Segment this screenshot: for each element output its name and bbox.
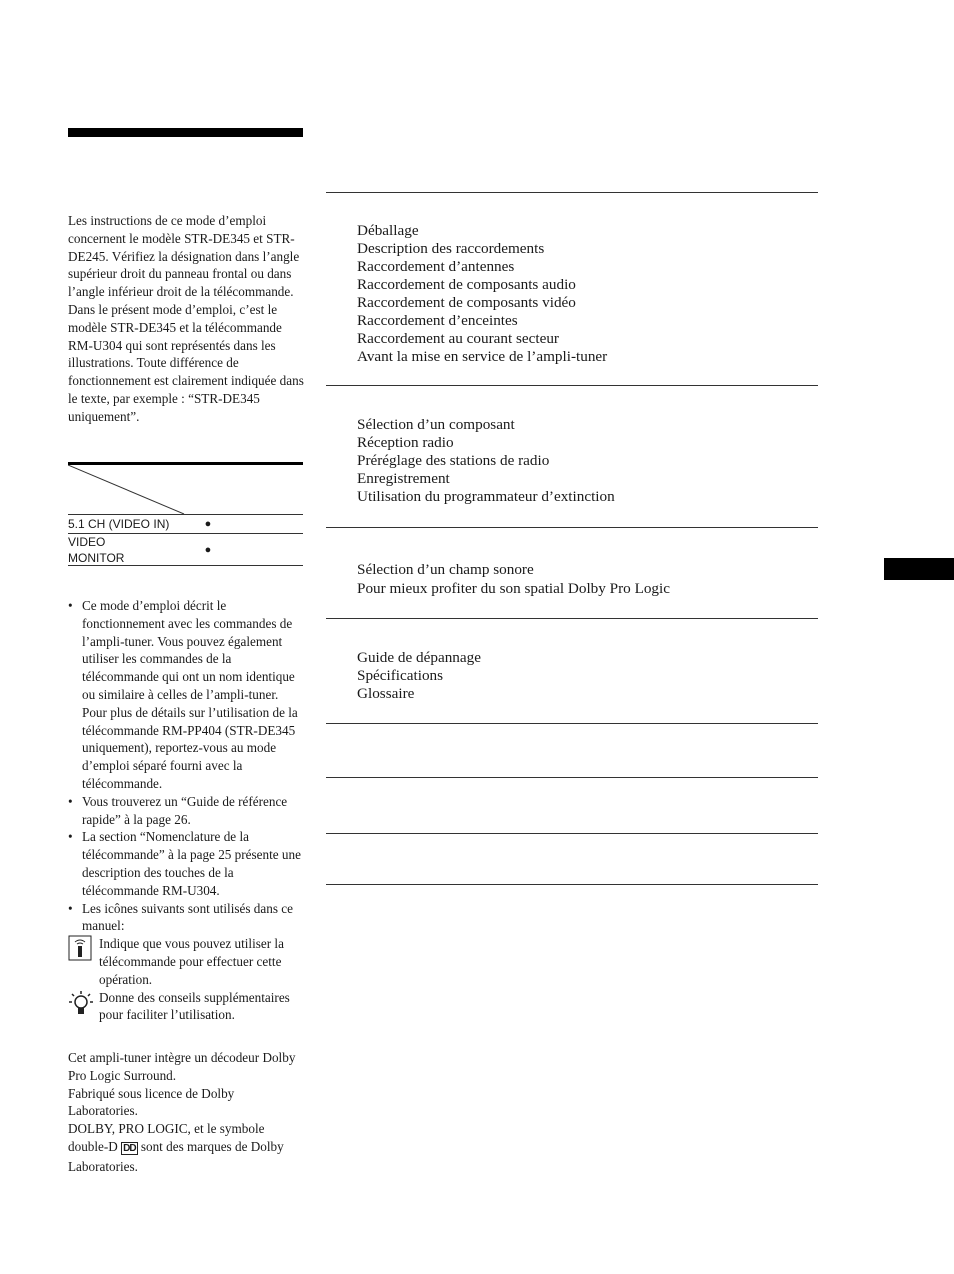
icon-legend-text: Indique que vous pouvez utiliser la télécommande pour effectuer cette opération.	[99, 936, 284, 987]
table-header-diagonal	[68, 465, 303, 514]
toc-entry[interactable]: Description des raccordements	[357, 240, 545, 257]
toc-entry[interactable]: Enregistrement	[357, 470, 450, 487]
table-row	[68, 514, 303, 533]
row-label-line1: VIDEO	[68, 534, 106, 549]
toc-entry[interactable]: Guide de dépannage	[357, 649, 481, 666]
icon-legend-tip	[68, 989, 304, 1025]
toc-section-4	[357, 649, 481, 703]
toc-divider	[326, 192, 818, 193]
bullet-text: Ce mode d’emploi décrit le fonctionnement avec les commandes de l’ampli-tuner. Vous pouvez également utiliser les commandes de la télécommande qui ont un nom identique ou similaire à celles de l’ampli-tuner. Pour plus de détails sur l’utilisation de la télécommande RM-PP404 (STR-DE345 uniquement), reportez-vous au mode d’emploi séparé fourni avec la télécommande.	[82, 598, 298, 791]
double-d-symbol: DD	[123, 1142, 136, 1154]
bullet-text: Vous trouverez un “Guide de référence rapide” à la page 26.	[82, 793, 288, 827]
toc-divider	[326, 385, 818, 386]
toc-entry[interactable]: Glossaire	[357, 685, 415, 702]
toc-divider	[326, 618, 818, 619]
dolby-text: sont des marques de Dolby Laboratories.	[68, 1138, 284, 1174]
icon-legend-text: Donne des conseils supplémentaires pour faciliter l’utilisation.	[99, 989, 290, 1023]
diagonal-line	[68, 465, 303, 514]
toc-entry[interactable]: Raccordement de composants audio	[357, 276, 576, 293]
toc-entry[interactable]: Pour mieux profiter du son spatial Dolby Pro Logic	[357, 580, 670, 597]
row-label-line2: MONITOR	[68, 550, 125, 565]
bullet-mark: •	[68, 900, 73, 916]
list-item	[68, 597, 304, 793]
list-item	[68, 828, 304, 899]
icon-legend-remote	[68, 935, 304, 988]
toc-entry[interactable]: Raccordement au courant secteur	[357, 330, 559, 347]
bullet-mark: •	[68, 598, 73, 613]
lightbulb-icon	[68, 989, 99, 1025]
bullet-text: Les icônes suivants sont utilisés dans ce manuel:	[82, 900, 293, 934]
remote-icon	[68, 935, 99, 988]
row-mark: ●	[204, 543, 212, 556]
toc-entry[interactable]: Sélection d’un champ sonore	[357, 561, 534, 578]
toc-entry[interactable]: Réception radio	[357, 434, 454, 451]
toc-section-3	[357, 560, 670, 598]
bullet-mark: •	[68, 793, 73, 809]
row-label	[68, 534, 198, 566]
toc-section-2	[357, 416, 615, 506]
toc-entry[interactable]: Préréglage des stations de radio	[357, 452, 550, 469]
toc-entry[interactable]: Raccordement d’enceintes	[357, 312, 518, 329]
toc-section-1	[357, 222, 607, 366]
list-item	[68, 900, 304, 936]
intro-paragraph: Les instructions de ce mode d’emploi concernent le modèle STR-DE345 et STR-DE245. Vérifiez la désignation dans l’angle supérieur droit du panneau frontal ou dans l’angle inférieur droit de la télécommande. Dans le présent mode d’emploi, c’est le modèle STR-DE345 et la télécommande RM-U304 qui sont représentés dans les illustrations. Toute différence de fonctionnement est clairement indiquée dans le texte, par exemple : “STR-DE345 uniquement”.	[68, 213, 304, 424]
toc-divider	[326, 723, 818, 724]
toc-divider	[326, 884, 818, 885]
toc-entry[interactable]: Avant la mise en service de l’ampli-tuner	[357, 348, 608, 365]
language-tab	[884, 558, 954, 580]
toc-divider	[326, 777, 818, 778]
dolby-text: DOLBY, PRO LOGIC, et le symbole double-D	[68, 1121, 265, 1154]
dolby-line	[68, 1120, 304, 1175]
toc-entry[interactable]: Déballage	[357, 222, 419, 239]
dolby-notice	[68, 1049, 304, 1176]
toc-entry[interactable]: Spécifications	[357, 667, 444, 684]
dolby-line: Fabriqué sous licence de Dolby Laboratories.	[68, 1085, 235, 1119]
bullet-mark: •	[68, 829, 73, 845]
header-bar	[68, 128, 303, 137]
toc-divider	[326, 527, 818, 528]
toc-entry[interactable]: Utilisation du programmateur d’extinction	[357, 488, 615, 505]
toc-entry[interactable]: Raccordement d’antennes	[357, 258, 515, 275]
bullet-text: La section “Nomenclature de la télécommande” à la page 25 présente une description des touches de la télécommande RM-U304.	[82, 829, 301, 898]
toc-entry[interactable]: Sélection d’un composant	[357, 416, 515, 433]
toc-entry[interactable]: Raccordement de composants vidéo	[357, 294, 576, 311]
table-row	[68, 533, 303, 566]
notes-list	[68, 597, 304, 1024]
row-mark: ●	[204, 518, 212, 530]
list-item	[68, 793, 304, 829]
dolby-line: Cet ampli-tuner intègre un décodeur Dolby Pro Logic Surround.	[68, 1050, 296, 1083]
model-table	[68, 462, 303, 566]
row-label: 5.1 CH (VIDEO IN)	[68, 517, 170, 531]
toc-divider	[326, 833, 818, 834]
